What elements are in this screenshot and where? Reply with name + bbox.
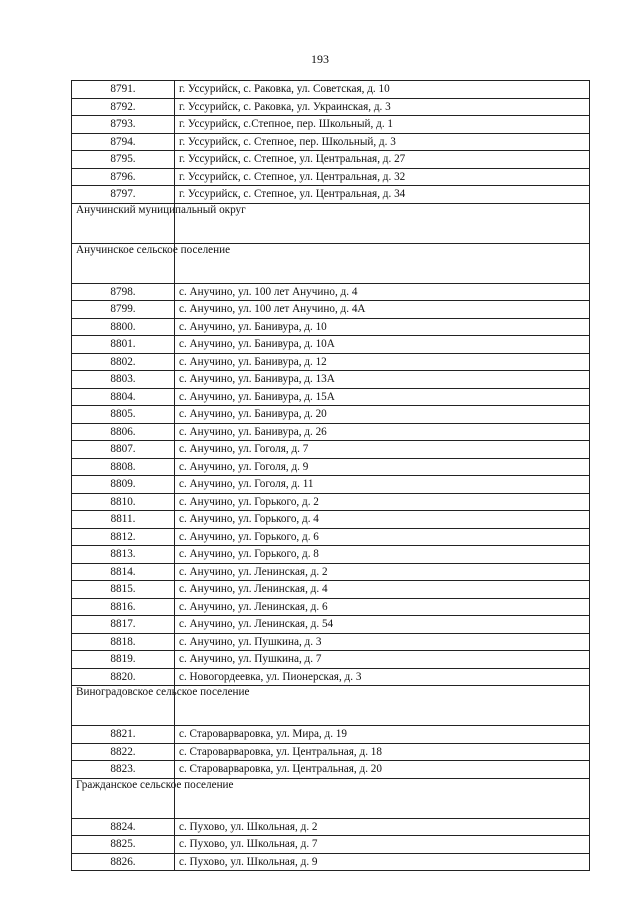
table-row: [72, 668, 590, 686]
row-number: 8797.: [72, 186, 175, 204]
row-number: 8796.: [72, 168, 175, 186]
table-row: [72, 168, 590, 186]
table-row: [72, 616, 590, 634]
table-row: [72, 151, 590, 169]
row-address: г. Уссурийск, с. Степное, ул. Центральная, д. 34: [175, 186, 590, 204]
row-address: г. Уссурийск, с. Степное, ул. Центральная, д. 32: [175, 168, 590, 186]
row-number: 8803.: [72, 371, 175, 389]
row-number: 8814.: [72, 563, 175, 581]
row-address: с. Анучино, ул. 100 лет Анучино, д. 4А: [175, 301, 590, 319]
row-number: 8826.: [72, 853, 175, 871]
row-address: с. Анучино, ул. Ленинская, д. 2: [175, 563, 590, 581]
row-number: 8802.: [72, 353, 175, 371]
row-address: с. Пухово, ул. Школьная, д. 7: [175, 836, 590, 854]
section-heading-settlement: Виноградовское сельское поселение: [72, 686, 175, 726]
row-number: 8822.: [72, 743, 175, 761]
row-number: 8812.: [72, 528, 175, 546]
row-address: с. Анучино, ул. Банивура, д. 12: [175, 353, 590, 371]
row-address: с. Анучино, ул. Ленинская, д. 6: [175, 598, 590, 616]
row-address: с. Новогордеевка, ул. Пионерская, д. 3: [175, 668, 590, 686]
table-row: [72, 116, 590, 134]
table-row: [72, 353, 590, 371]
row-address: с. Анучино, ул. Пушкина, д. 7: [175, 651, 590, 669]
table-row: [72, 423, 590, 441]
row-number: 8824.: [72, 818, 175, 836]
row-number: 8820.: [72, 668, 175, 686]
row-address: с. Анучино, ул. Банивура, д. 26: [175, 423, 590, 441]
row-number: 8793.: [72, 116, 175, 134]
row-address: г. Уссурийск, с. Раковка, ул. Украинская, д. 3: [175, 98, 590, 116]
row-number: 8801.: [72, 336, 175, 354]
row-number: 8799.: [72, 301, 175, 319]
section-row: [72, 686, 590, 726]
table-row: [72, 493, 590, 511]
section-heading-settlement: Гражданское сельское поселение: [72, 778, 175, 818]
row-number: 8821.: [72, 726, 175, 744]
empty-cell: [175, 778, 590, 818]
table-row: [72, 761, 590, 779]
row-number: 8808.: [72, 458, 175, 476]
table-row: [72, 98, 590, 116]
table-row: [72, 633, 590, 651]
row-address: с. Анучино, ул. Гоголя, д. 11: [175, 476, 590, 494]
table-row: [72, 836, 590, 854]
table-row: [72, 371, 590, 389]
row-address: с. Анучино, ул. Пушкина, д. 3: [175, 633, 590, 651]
row-address: с. Анучино, ул. Банивура, д. 10А: [175, 336, 590, 354]
table-row: [72, 476, 590, 494]
row-number: 8809.: [72, 476, 175, 494]
page-number: 193: [311, 52, 329, 66]
table-row: [72, 853, 590, 871]
row-number: 8800.: [72, 318, 175, 336]
row-address: с. Староварваровка, ул. Центральная, д. 20: [175, 761, 590, 779]
table-row: [72, 726, 590, 744]
table-row: [72, 318, 590, 336]
table-row: [72, 743, 590, 761]
table-row: [72, 598, 590, 616]
section-row: [72, 203, 590, 243]
table-row: [72, 336, 590, 354]
row-number: 8825.: [72, 836, 175, 854]
row-address: с. Анучино, ул. Ленинская, д. 54: [175, 616, 590, 634]
row-address: г. Уссурийск, с. Степное, пер. Школьный, д. 3: [175, 133, 590, 151]
table-row: [72, 581, 590, 599]
table-row: [72, 651, 590, 669]
row-address: с. Анучино, ул. Ленинская, д. 4: [175, 581, 590, 599]
table-row: [72, 406, 590, 424]
row-address: г. Уссурийск, с. Степное, ул. Центральная, д. 27: [175, 151, 590, 169]
table-row: [72, 563, 590, 581]
row-address: с. Анучино, ул. Горького, д. 8: [175, 546, 590, 564]
row-number: 8795.: [72, 151, 175, 169]
row-number: 8806.: [72, 423, 175, 441]
section-heading-settlement: Анучинское сельское поселение: [72, 243, 175, 283]
address-registry-table: [71, 80, 590, 871]
row-number: 8819.: [72, 651, 175, 669]
table-row: [72, 511, 590, 529]
row-number: 8823.: [72, 761, 175, 779]
row-number: 8810.: [72, 493, 175, 511]
row-number: 8816.: [72, 598, 175, 616]
table-row: [72, 388, 590, 406]
row-address: с. Анучино, ул. Банивура, д. 20: [175, 406, 590, 424]
row-address: с. Анучино, ул. Гоголя, д. 9: [175, 458, 590, 476]
table-row: [72, 441, 590, 459]
row-number: 8811.: [72, 511, 175, 529]
row-number: 8805.: [72, 406, 175, 424]
row-number: 8807.: [72, 441, 175, 459]
section-row: [72, 778, 590, 818]
row-number: 8818.: [72, 633, 175, 651]
row-number: 8817.: [72, 616, 175, 634]
row-number: 8794.: [72, 133, 175, 151]
row-number: 8804.: [72, 388, 175, 406]
row-number: 8791.: [72, 81, 175, 99]
row-address: с. Анучино, ул. Банивура, д. 10: [175, 318, 590, 336]
table-row: [72, 133, 590, 151]
empty-cell: [175, 243, 590, 283]
table-row: [72, 818, 590, 836]
row-address: с. Анучино, ул. 100 лет Анучино, д. 4: [175, 283, 590, 301]
table-row: [72, 301, 590, 319]
table-row: [72, 186, 590, 204]
row-address: с. Анучино, ул. Гоголя, д. 7: [175, 441, 590, 459]
table-row: [72, 283, 590, 301]
row-address: с. Староварваровка, ул. Мира, д. 19: [175, 726, 590, 744]
row-number: 8813.: [72, 546, 175, 564]
row-address: с. Анучино, ул. Горького, д. 2: [175, 493, 590, 511]
row-address: с. Анучино, ул. Горького, д. 6: [175, 528, 590, 546]
row-address: с. Анучино, ул. Банивура, д. 15А: [175, 388, 590, 406]
row-address: с. Анучино, ул. Горького, д. 4: [175, 511, 590, 529]
row-number: 8798.: [72, 283, 175, 301]
row-address: с. Пухово, ул. Школьная, д. 9: [175, 853, 590, 871]
table-row: [72, 81, 590, 99]
row-address: г. Уссурийск, с.Степное, пер. Школьный, д. 1: [175, 116, 590, 134]
row-address: г. Уссурийск, с. Раковка, ул. Советская, д. 10: [175, 81, 590, 99]
table-row: [72, 528, 590, 546]
row-number: 8792.: [72, 98, 175, 116]
row-number: 8815.: [72, 581, 175, 599]
table-row: [72, 458, 590, 476]
section-heading-municipal-okrug: Анучинский муниципальный округ: [72, 203, 175, 243]
row-address: с. Староварваровка, ул. Центральная, д. 18: [175, 743, 590, 761]
section-row: [72, 243, 590, 283]
row-address: с. Пухово, ул. Школьная, д. 2: [175, 818, 590, 836]
row-address: с. Анучино, ул. Банивура, д. 13А: [175, 371, 590, 389]
table-row: [72, 546, 590, 564]
